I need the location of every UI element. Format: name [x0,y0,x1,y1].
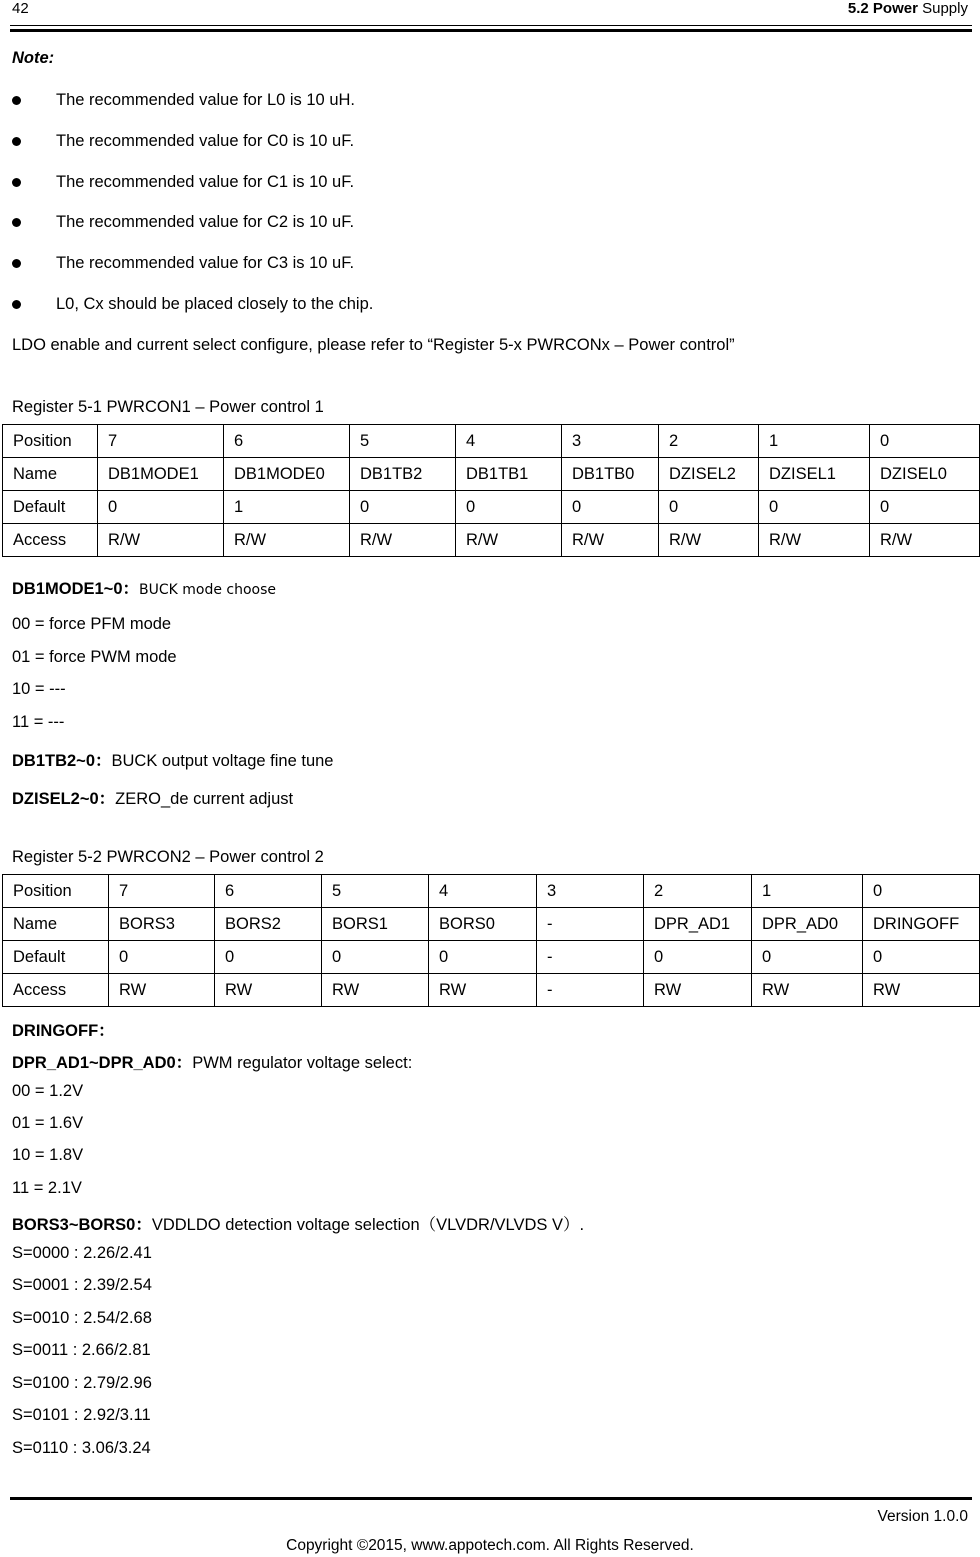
note-bullet-text: The recommended value for C2 is 10 uF. [56,213,355,231]
register-cell: BORS2 [215,908,322,941]
page-number: 42 [12,0,29,17]
db1tb-description [12,747,333,771]
register-row-header: Name [3,458,98,491]
bullet-dot-icon [12,300,21,309]
dzisel-field-name: DZISEL2~0： [12,790,116,808]
register-cell: 6 [224,425,350,458]
register-cell: 0 [456,491,562,524]
db1mode-value: 01 = force PWM mode [12,648,177,666]
register-row [3,875,980,908]
register-cell: 0 [870,491,980,524]
register-cell: DB1TB0 [562,458,659,491]
db1mode-value: 11 = --- [12,713,65,731]
register-cell: BORS1 [322,908,429,941]
register-cell: - [537,974,644,1007]
register-cell: R/W [759,524,870,557]
register-cell: 0 [109,941,215,974]
register-cell: R/W [350,524,456,557]
bors-description [12,1211,584,1235]
register-cell: 1 [752,875,863,908]
header-rule-thick [10,29,972,32]
register-cell: 4 [429,875,537,908]
register-cell: 0 [752,941,863,974]
note-bullet-text: The recommended value for C3 is 10 uF. [56,254,355,272]
bullet-dot-icon [12,96,21,105]
db1mode-description [12,575,276,599]
footer-version: Version 1.0.0 [877,1508,968,1525]
register-cell: 2 [644,875,752,908]
note-bullet-text: The recommended value for C0 is 10 uF. [56,132,355,150]
register-cell: 6 [215,875,322,908]
register-row [3,425,980,458]
register-cell: R/W [870,524,980,557]
register-cell: 2 [659,425,759,458]
register-cell: 0 [429,941,537,974]
register-row-header: Position [3,875,109,908]
register-2-caption: Register 5-2 PWRCON2 – Power control 2 [12,848,324,866]
register-cell: DPR_AD0 [752,908,863,941]
dzisel-field-text: ZERO_de current adjust [115,790,294,808]
register-cell: RW [644,974,752,1007]
register-cell: 0 [863,941,980,974]
register-cell: 0 [644,941,752,974]
register-cell: RW [215,974,322,1007]
bors-field-text: VDDLDO detection voltage selection（VLVDR/VLVDS V）. [151,1216,585,1234]
dringoff-field-name: DRINGOFF： [12,1022,115,1040]
db1mode-value: 00 = force PFM mode [12,615,172,633]
bullet-dot-icon [12,218,21,227]
register-cell: 1 [224,491,350,524]
register-row [3,908,980,941]
bors-value: S=0001 : 2.39/2.54 [12,1276,152,1294]
register-1-table [2,424,980,557]
section-title [848,0,968,17]
dpr-value: 11 = 2.1V [12,1179,82,1197]
register-cell: DB1MODE1 [98,458,224,491]
register-cell: DB1TB2 [350,458,456,491]
dpr-description [12,1049,412,1073]
register-cell: 3 [537,875,644,908]
footer-copyright: Copyright ©2015, www.appotech.com. All Rights Reserved. [286,1537,694,1554]
register-cell: 0 [215,941,322,974]
db1mode-field-text: BUCK mode choose [139,582,277,598]
db1tb-field-name: DB1TB2~0： [12,752,112,770]
note-title: Note: [12,49,55,67]
register-cell: BORS3 [109,908,215,941]
register-cell: RW [322,974,429,1007]
register-row-header: Access [3,974,109,1007]
dpr-value: 10 = 1.8V [12,1146,84,1164]
register-cell: R/W [456,524,562,557]
register-cell: 5 [322,875,429,908]
register-cell: 0 [659,491,759,524]
register-cell: DB1MODE0 [224,458,350,491]
register-cell: 7 [109,875,215,908]
ldo-reference-line: LDO enable and current select configure, please refer to “Register 5-x PWRCONx – Power control” [12,336,735,354]
register-row-header: Name [3,908,109,941]
register-row [3,941,980,974]
register-row [3,458,980,491]
register-row-header: Access [3,524,98,557]
register-cell: 0 [98,491,224,524]
db1tb-field-text: BUCK output voltage fine tune [111,752,334,770]
register-cell: DZISEL2 [659,458,759,491]
register-cell: 0 [562,491,659,524]
register-cell: 0 [863,875,980,908]
register-cell: R/W [562,524,659,557]
register-cell: 5 [350,425,456,458]
header-rule-thin [10,25,972,26]
bors-value: S=0011 : 2.66/2.81 [12,1341,151,1359]
bors-value: S=0000 : 2.26/2.41 [12,1244,152,1262]
register-row-header: Default [3,491,98,524]
register-cell: - [537,941,644,974]
register-1-caption: Register 5-1 PWRCON1 – Power control 1 [12,398,324,416]
register-cell: - [537,908,644,941]
register-cell: R/W [659,524,759,557]
footer-rule [10,1497,972,1500]
bors-value: S=0010 : 2.54/2.68 [12,1309,152,1327]
register-cell: 0 [350,491,456,524]
dpr-value: 00 = 1.2V [12,1082,84,1100]
register-cell: 4 [456,425,562,458]
register-cell: 3 [562,425,659,458]
bullet-dot-icon [12,259,21,268]
register-cell: 0 [759,491,870,524]
register-row [3,524,980,557]
note-bullet-text: The recommended value for C1 is 10 uF. [56,173,355,191]
register-cell: DPR_AD1 [644,908,752,941]
bors-value: S=0110 : 3.06/3.24 [12,1439,151,1457]
bullet-dot-icon [12,178,21,187]
bors-field-name: BORS3~BORS0： [12,1216,152,1234]
register-cell: RW [752,974,863,1007]
register-cell: DRINGOFF [863,908,980,941]
register-row-header: Position [3,425,98,458]
register-row [3,491,980,524]
note-bullet-text: L0, Cx should be placed closely to the chip. [56,295,374,313]
register-cell: 0 [870,425,980,458]
register-cell: 1 [759,425,870,458]
bors-value: S=0101 : 2.92/3.11 [12,1406,151,1424]
register-cell: RW [863,974,980,1007]
register-cell: 7 [98,425,224,458]
register-row [3,974,980,1007]
register-row-header: Default [3,941,109,974]
note-bullet-text: The recommended value for L0 is 10 uH. [56,91,355,109]
register-cell: DB1TB1 [456,458,562,491]
dpr-field-name: DPR_AD1~DPR_AD0： [12,1054,193,1072]
db1mode-value: 10 = --- [12,680,66,698]
register-cell: 0 [322,941,429,974]
register-cell: RW [429,974,537,1007]
dpr-value: 01 = 1.6V [12,1114,84,1132]
bors-value: S=0100 : 2.79/2.96 [12,1374,152,1392]
dzisel-description [12,785,293,809]
register-cell: R/W [224,524,350,557]
register-cell: R/W [98,524,224,557]
section-title-rest: Supply [917,0,968,17]
register-cell: DZISEL0 [870,458,980,491]
section-title-bold: 5.2 Power [847,0,918,17]
bullet-dot-icon [12,137,21,146]
register-cell: DZISEL1 [759,458,870,491]
register-cell: BORS0 [429,908,537,941]
register-cell: RW [109,974,215,1007]
dpr-field-text: PWM regulator voltage select: [192,1054,413,1072]
register-2-table [2,874,980,1007]
db1mode-field-name: DB1MODE1~0： [12,580,139,598]
